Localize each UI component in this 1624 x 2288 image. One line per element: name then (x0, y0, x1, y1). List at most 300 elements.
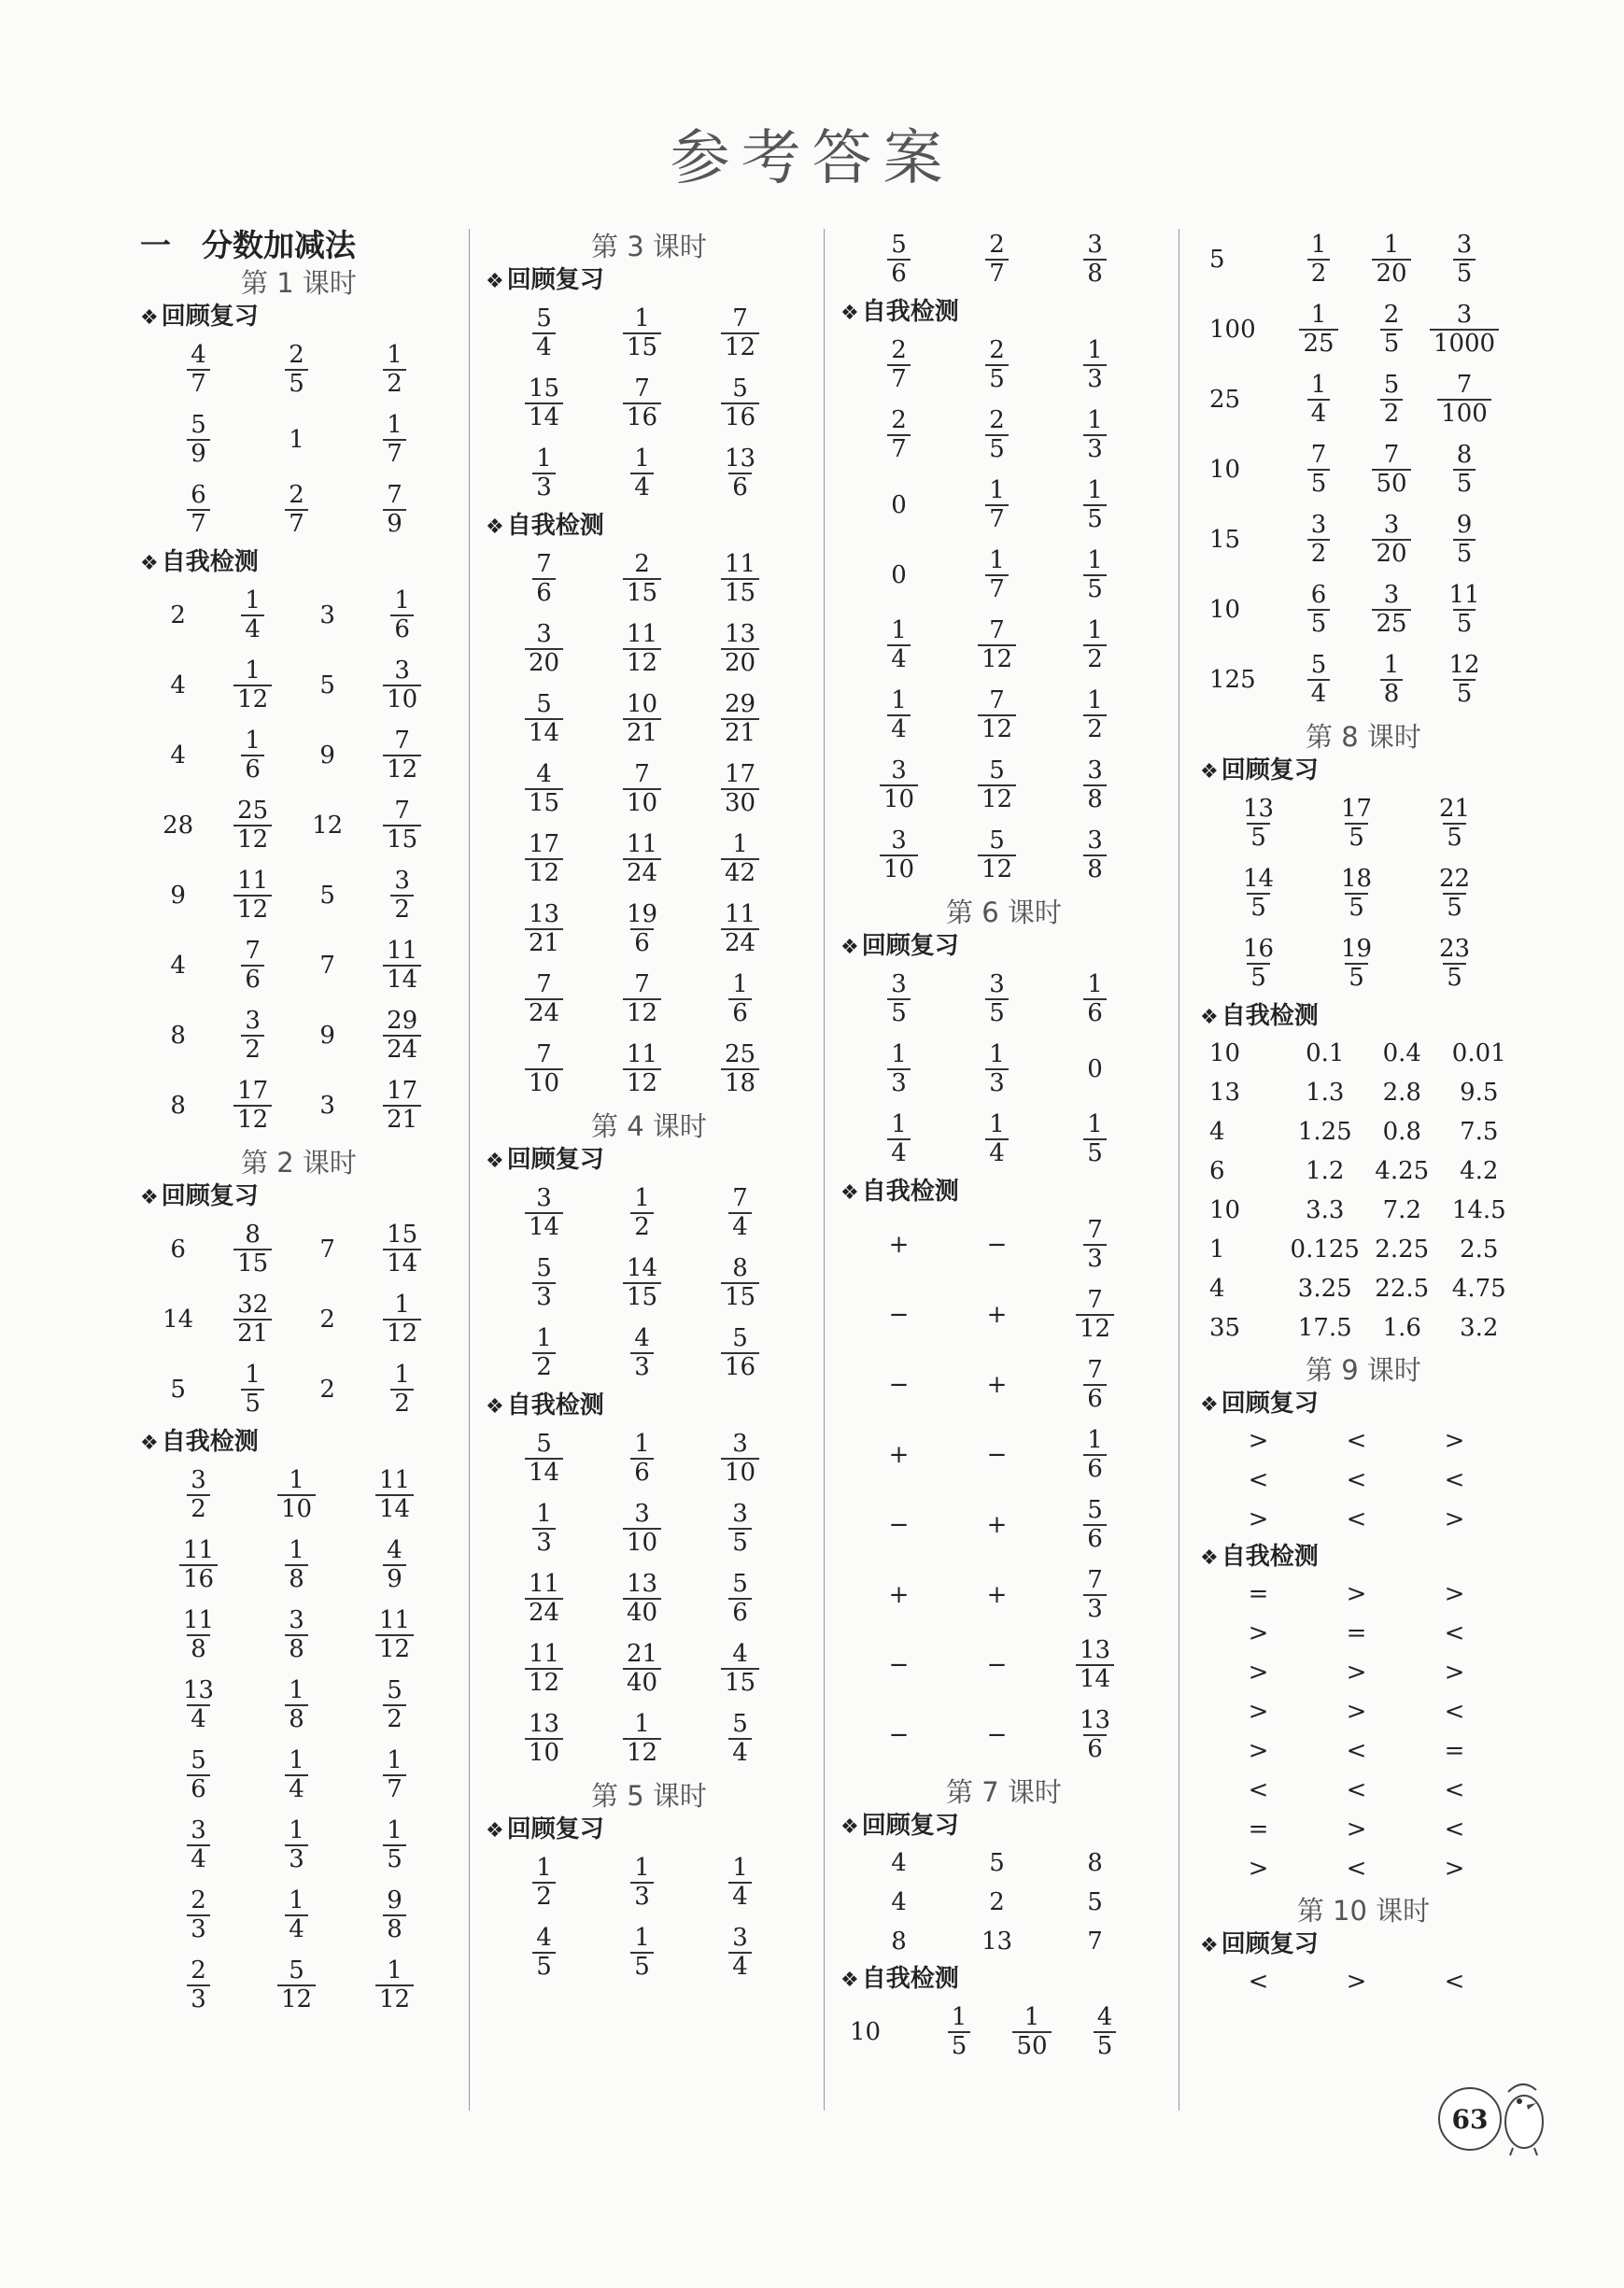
fraction (1083, 477, 1107, 533)
answer-cell (1428, 512, 1501, 568)
answer-cell (356, 798, 448, 854)
fraction (525, 1711, 563, 1767)
fraction (233, 1222, 272, 1278)
denominator: 9 (383, 1564, 406, 1593)
denominator: 15 (525, 788, 563, 817)
answer-value: > (1444, 1427, 1465, 1455)
answer-cell (1209, 1041, 1287, 1066)
answer-cell (247, 425, 346, 454)
fraction (383, 798, 421, 854)
answer-value: 1.25 (1297, 1118, 1352, 1146)
answer-cell (1209, 455, 1282, 484)
numerator: 11 (237, 866, 269, 895)
fraction (383, 482, 406, 538)
numerator: 1 (245, 726, 261, 755)
fraction (623, 1501, 661, 1557)
answer-cell (1287, 1041, 1364, 1066)
answer-cell (850, 1300, 948, 1329)
answer-cell (1046, 232, 1144, 288)
fraction (277, 1957, 316, 2013)
numerator: 3 (536, 1183, 552, 1212)
answer-row (1209, 1230, 1518, 1269)
lesson-title: 第 5 课时 (591, 1780, 707, 1812)
answer-cell (1405, 1660, 1504, 1685)
answer-cell (346, 1467, 444, 1523)
denominator: 24 (525, 998, 563, 1027)
denominator: 4 (285, 1914, 308, 1943)
numerator: 2 (989, 230, 1005, 259)
answer-cell (1307, 866, 1405, 922)
answer-cell (247, 1607, 346, 1663)
fraction (721, 445, 759, 501)
answer-cell (1363, 1041, 1441, 1066)
answer-value: 13 (1209, 1079, 1241, 1107)
fraction (623, 831, 661, 887)
answer-cell (1355, 302, 1428, 358)
numerator: 5 (891, 230, 907, 259)
answer-value: 3 (319, 600, 335, 629)
answer-value: 8 (891, 1928, 907, 1956)
answer-row (1209, 1771, 1518, 1810)
denominator: 6 (390, 614, 414, 643)
denominator: 24 (383, 1035, 421, 1064)
fraction (1445, 582, 1483, 638)
answer-cell (149, 1537, 247, 1593)
answer-cell (1441, 1277, 1518, 1301)
section-label: ❖ 回顾复习 (486, 1148, 803, 1172)
answer-cell (206, 657, 299, 713)
answer-cell (593, 1855, 691, 1911)
answer-value: 4.25 (1375, 1157, 1430, 1185)
answer-row (495, 298, 803, 368)
denominator: 12 (623, 1068, 661, 1097)
denominator: 6 (1083, 1454, 1107, 1483)
answer-cell (1307, 796, 1405, 852)
fraction (1239, 936, 1278, 992)
answer-value: 14.5 (1451, 1196, 1506, 1224)
numerator: 1 (387, 410, 402, 439)
answer-row (1209, 1191, 1518, 1230)
answer-cell (1287, 1277, 1364, 1301)
answer-cell (1046, 617, 1144, 673)
denominator: 1000 (1430, 329, 1499, 358)
denominator: 4 (887, 1138, 911, 1167)
numerator: 1 (289, 1465, 304, 1494)
denominator: 12 (233, 1105, 272, 1134)
denominator: 16 (623, 403, 661, 431)
answer-cell (299, 883, 356, 908)
answer-cell (299, 953, 356, 978)
fraction (887, 1111, 911, 1167)
answer-cell (1287, 1237, 1364, 1262)
fraction (630, 1185, 654, 1241)
fraction (1239, 866, 1278, 922)
answer-row (495, 438, 803, 508)
answer-row (149, 1740, 448, 1810)
answer-cell (1209, 1159, 1287, 1183)
answer-cell (850, 337, 948, 393)
answer-value: − (888, 1650, 910, 1679)
numerator: 17 (724, 759, 756, 788)
fraction (383, 1817, 406, 1873)
fraction (285, 342, 308, 398)
numerator: 1 (289, 1815, 304, 1844)
numerator: 1 (289, 1675, 304, 1704)
answer-cell (1046, 1890, 1144, 1914)
answer-cell (1287, 1198, 1364, 1222)
answer-value: 35 (1209, 1314, 1241, 1342)
answer-value: + (888, 1230, 910, 1259)
answer-column-2 (495, 224, 803, 1987)
answer-cell (1282, 232, 1355, 288)
answer-row (1209, 1461, 1518, 1500)
denominator: 12 (525, 1668, 563, 1697)
denominator: 14 (375, 1494, 414, 1523)
fraction (1435, 796, 1474, 852)
answer-value: 9 (319, 741, 335, 770)
denominator: 12 (978, 644, 1016, 673)
lesson-title: 第 6 课时 (946, 897, 1062, 928)
numerator: 3 (1310, 510, 1327, 539)
answer-cell (206, 1078, 299, 1134)
answer-value: < (1444, 1776, 1465, 1804)
numerator: 13 (182, 1675, 215, 1704)
denominator: 3 (187, 1914, 210, 1943)
numerator: 7 (1087, 1215, 1103, 1244)
answer-row (149, 1284, 448, 1354)
answer-cell (1209, 1080, 1287, 1105)
denominator: 12 (383, 1319, 421, 1348)
fraction (978, 757, 1016, 813)
denominator: 2 (1380, 399, 1404, 428)
section-label: ❖ 回顾复习 (840, 1814, 1158, 1838)
fraction (887, 971, 911, 1027)
denominator: 5 (1453, 609, 1476, 638)
numerator: 1 (634, 1429, 650, 1458)
answer-value: 4 (891, 1849, 907, 1877)
answer-cell (593, 1185, 691, 1241)
fraction (187, 1957, 210, 2013)
fraction (233, 1078, 272, 1134)
denominator: 20 (721, 648, 759, 677)
page-title: 参考答案 (670, 124, 954, 193)
fraction (532, 551, 556, 607)
numerator: 5 (732, 374, 748, 403)
answer-row (1209, 504, 1518, 574)
page-number: 63 (1438, 2087, 1502, 2151)
numerator: 9 (387, 1885, 402, 1914)
denominator: 3 (1083, 364, 1107, 393)
answer-cell (346, 1607, 444, 1663)
answer-cell (149, 412, 247, 468)
fraction (1083, 1111, 1107, 1167)
numerator: 5 (732, 1323, 748, 1352)
answer-cell (247, 1537, 346, 1593)
answer-row (149, 1530, 448, 1600)
answer-value: 28 (162, 811, 194, 840)
numerator: 1 (536, 1853, 552, 1882)
answer-cell (495, 1641, 593, 1697)
answer-cell (593, 1571, 691, 1627)
numerator: 3 (191, 1815, 206, 1844)
denominator: 4 (241, 614, 264, 643)
answer-row (850, 1279, 1158, 1349)
numerator: 14 (626, 1253, 658, 1282)
answer-cell (1209, 385, 1282, 414)
answer-cell (206, 1292, 299, 1348)
answer-value: 10 (1209, 455, 1241, 484)
numerator: 17 (528, 829, 560, 858)
answer-row (850, 1883, 1158, 1922)
fraction (532, 1925, 556, 1981)
answer-cell (149, 1377, 206, 1402)
answer-cell (1405, 796, 1504, 852)
fraction (285, 1747, 308, 1803)
denominator: 5 (532, 1952, 556, 1981)
answer-cell (948, 1929, 1046, 1954)
answer-cell (1307, 936, 1405, 992)
answer-cell (149, 1887, 247, 1943)
fraction (623, 901, 661, 957)
numerator: 1 (989, 475, 1005, 504)
numerator: 9 (1456, 510, 1473, 539)
denominator: 2 (1083, 644, 1107, 673)
answer-cell (1287, 1120, 1364, 1144)
answer-row (1209, 1269, 1518, 1308)
answer-cell (1287, 1316, 1364, 1340)
answer-row (1209, 434, 1518, 504)
denominator: 5 (1443, 823, 1466, 852)
fraction (1372, 442, 1410, 498)
answer-value: < (1346, 1737, 1367, 1765)
answer-value: 13 (981, 1928, 1013, 1956)
denominator: 16 (721, 1352, 759, 1381)
numerator: 1 (989, 545, 1005, 574)
answer-cell (1405, 1582, 1504, 1606)
answer-value: 6 (170, 1235, 186, 1264)
answer-row (850, 1630, 1158, 1700)
answer-value: < (1248, 1776, 1269, 1804)
answer-cell (593, 971, 691, 1027)
answer-cell (850, 1111, 948, 1167)
denominator: 15 (623, 1282, 661, 1311)
answer-row (1209, 1962, 1518, 2001)
answer-cell (1209, 1316, 1287, 1340)
answer-value: 25 (1209, 385, 1241, 414)
numerator: 13 (724, 444, 756, 473)
fraction (1453, 232, 1476, 288)
fraction (623, 621, 661, 677)
fraction (187, 1467, 210, 1523)
answer-value: − (888, 1510, 910, 1539)
answer-value: 5 (319, 671, 335, 699)
answer-value: 0.125 (1290, 1236, 1360, 1264)
denominator: 4 (887, 644, 911, 673)
answer-value: 6 (1209, 1157, 1225, 1185)
answer-cell (593, 445, 691, 501)
answer-value: 5 (1209, 245, 1225, 274)
answer-cell (948, 337, 1046, 393)
denominator: 2 (241, 1035, 264, 1064)
answer-value: < (1248, 1466, 1269, 1494)
answer-cell (850, 1890, 948, 1914)
answer-cell (206, 868, 299, 924)
answer-cell (1428, 302, 1501, 358)
answer-cell (149, 1957, 247, 2013)
answer-cell (1209, 525, 1282, 554)
denominator: 21 (525, 928, 563, 957)
denominator: 21 (623, 718, 661, 747)
answer-row (1209, 1151, 1518, 1191)
unit-heading: 一 分数加减法 (140, 227, 356, 263)
fraction (525, 971, 563, 1027)
answer-row (1209, 1421, 1518, 1461)
denominator: 24 (721, 928, 759, 957)
fraction (390, 868, 414, 924)
numerator: 11 (724, 549, 756, 578)
fraction (630, 1925, 654, 1981)
numerator: 1 (536, 444, 552, 473)
answer-cell (149, 1607, 247, 1663)
answer-row (149, 334, 448, 404)
answer-cell (1363, 1159, 1441, 1183)
numerator: 3 (1087, 230, 1103, 259)
answer-cell (1363, 1316, 1441, 1340)
answer-value: + (888, 1440, 910, 1469)
answer-cell (948, 407, 1046, 463)
answer-cell (948, 232, 1046, 288)
answer-value: > (1248, 1855, 1269, 1883)
answer-row (850, 610, 1158, 680)
denominator: 12 (623, 1738, 661, 1767)
denominator: 5 (985, 998, 1009, 1027)
denominator: 20 (525, 648, 563, 677)
answer-cell (948, 1230, 1046, 1259)
fraction (985, 407, 1009, 463)
answer-cell (948, 1300, 1046, 1329)
denominator: 10 (880, 854, 918, 883)
answer-cell (356, 1008, 448, 1064)
answer-cell (299, 600, 356, 629)
numerator: 1 (1024, 2002, 1040, 2031)
fraction (985, 232, 1009, 288)
denominator: 5 (1307, 609, 1331, 638)
answer-value: 10 (1209, 1039, 1241, 1067)
answer-cell (1209, 1970, 1307, 1994)
fraction (1453, 512, 1476, 568)
answer-cell (149, 813, 206, 838)
answer-row (1209, 858, 1518, 928)
numerator: 1 (1310, 230, 1327, 259)
fraction (390, 587, 414, 643)
denominator: 10 (623, 788, 661, 817)
numerator: 7 (1087, 1285, 1103, 1314)
numerator: 4 (1096, 2002, 1113, 2031)
answer-cell (1428, 442, 1501, 498)
fraction (1437, 372, 1491, 428)
answer-cell (1428, 582, 1501, 638)
answer-cell (1307, 1582, 1405, 1606)
numerator: 5 (536, 689, 552, 718)
answer-value: 7 (1087, 1928, 1103, 1956)
denominator: 5 (241, 1389, 264, 1418)
fraction (525, 691, 563, 747)
numerator: 13 (528, 1709, 560, 1738)
answer-row (850, 224, 1158, 294)
answer-cell (948, 1720, 1046, 1749)
numerator: 3 (1383, 580, 1400, 609)
fraction (383, 727, 421, 784)
answer-row (1209, 1575, 1518, 1614)
answer-cell (1441, 1120, 1518, 1144)
answer-cell (346, 1957, 444, 2013)
numerator: 1 (1087, 1425, 1103, 1454)
numerator: 5 (732, 1569, 748, 1598)
fraction (1372, 232, 1410, 288)
answer-value: 4.75 (1451, 1275, 1506, 1303)
answer-row (149, 404, 448, 474)
numerator: 21 (1438, 794, 1471, 823)
denominator: 21 (721, 718, 759, 747)
answer-cell (1363, 1080, 1441, 1105)
answer-column-1 (140, 224, 448, 2020)
numerator: 3 (732, 1499, 748, 1528)
denominator: 40 (623, 1598, 661, 1627)
denominator: 8 (285, 1634, 308, 1663)
answer-cell (495, 971, 593, 1027)
denominator: 7 (985, 574, 1009, 603)
answer-row (1209, 644, 1518, 714)
numerator: 3 (1456, 230, 1473, 259)
answer-cell (850, 757, 948, 813)
answer-row (850, 1700, 1158, 1770)
denominator: 7 (187, 509, 210, 538)
answer-cell (1287, 1159, 1364, 1183)
answer-cell (1355, 372, 1428, 428)
denominator: 24 (525, 1598, 563, 1627)
answer-cell (1209, 1700, 1307, 1724)
denominator: 5 (1094, 2031, 1117, 2060)
answer-cell (850, 232, 948, 288)
answer-cell (356, 938, 448, 994)
numerator: 1 (387, 1745, 402, 1774)
answer-value: 9.5 (1460, 1079, 1499, 1107)
answer-value: > (1248, 1427, 1269, 1455)
answer-cell (1282, 512, 1355, 568)
denominator: 4 (532, 332, 556, 361)
numerator: 5 (536, 304, 552, 332)
denominator: 6 (1083, 998, 1107, 1027)
answer-cell (1405, 1739, 1504, 1763)
answer-cell (1355, 232, 1428, 288)
denominator: 12 (978, 854, 1016, 883)
answer-cell (299, 743, 356, 768)
fraction (728, 1571, 752, 1627)
answer-cell (1307, 1817, 1405, 1842)
denominator: 5 (887, 998, 911, 1027)
answer-row (495, 1034, 803, 1104)
fraction (1435, 936, 1474, 992)
answer-cell (948, 547, 1046, 603)
fraction (525, 621, 563, 677)
answer-cell (691, 691, 789, 747)
fraction (630, 1325, 654, 1381)
answer-value: 9 (319, 1021, 335, 1050)
numerator: 3 (989, 969, 1005, 998)
answer-cell (495, 901, 593, 957)
answer-cell (593, 375, 691, 431)
answer-cell (206, 798, 299, 854)
